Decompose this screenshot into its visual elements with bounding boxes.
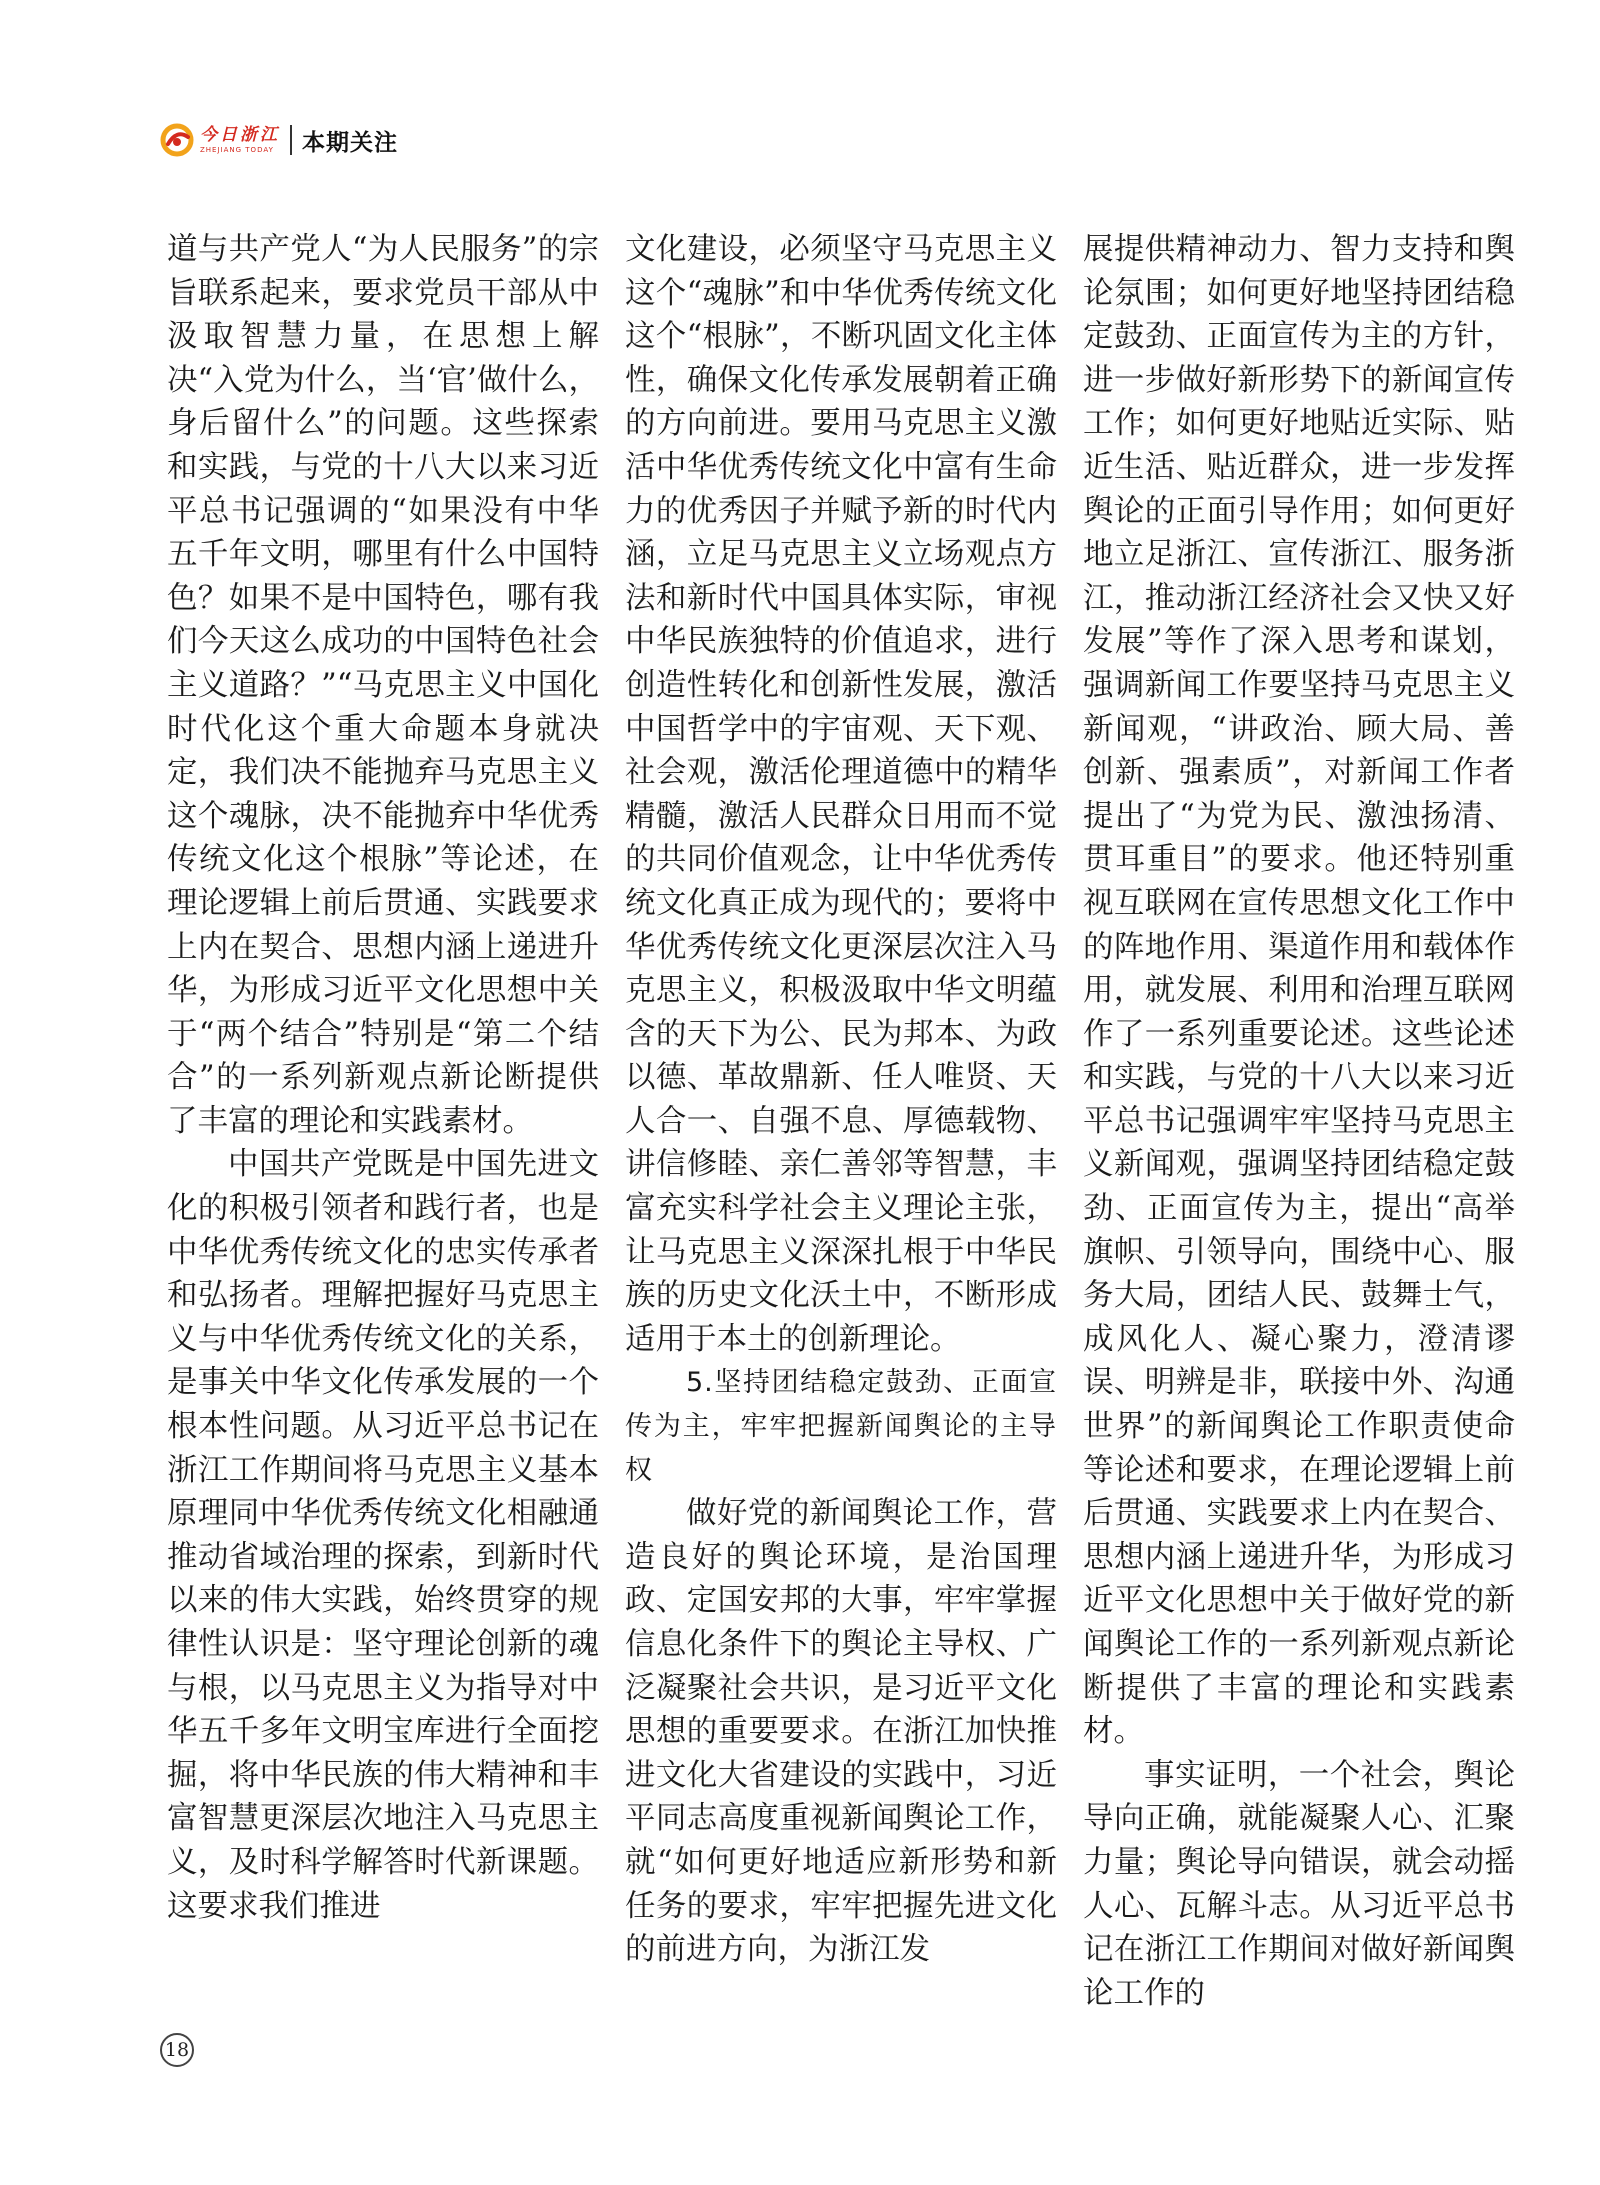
logo-swirl-icon bbox=[160, 123, 194, 157]
header-divider bbox=[290, 125, 292, 155]
section-title: 本期关注 bbox=[302, 129, 398, 156]
paragraph: 事实证明，一个社会，舆论导向正确，就能凝聚人心、汇聚力量；舆论导向错误，就会动摇人心、瓦解斗志。从习近平总书记在浙江工作期间对做好新闻舆论工作的 bbox=[1083, 1757, 1515, 2011]
paragraph: 道与共产党人“为人民服务”的宗旨联系起来，要求党员干部从中汲取智慧力量，在思想上解决“入党为什么，当‘官’做什么，身后留什么”的问题。这些探索和实践，与党的十八大以来习近平总书记强调的“如果没有中华五千年文明，哪里有什么中国特色？如果不是中国特色，哪有我们今天这么成功的中国特色社会主义道路？”“马克思主义中国化时代化这个重大命题本身就决定，我们决不能抛弃马克思主义这个魂脉，决不能抛弃中华优秀传统文化这个根脉”等论述，在理论逻辑上前后贯通、实践要求上内在契合、思想内涵上递进升华，为形成习近平文化思想中关于“两个结合”特别是“第二个结合”的一系列新观点新论断提供了丰富的理论和实践素材。 bbox=[167, 232, 599, 1139]
paragraph: 做好党的新闻舆论工作，营造良好的舆论环境，是治国理政、定国安邦的大事，牢牢掌握信息化条件下的舆论主导权、广泛凝聚社会共识，是习近平文化思想的重要要求。在浙江加快推进文化大省建设的实践中，习近平同志高度重视新闻舆论工作，就“如何更好地适应新形势和新任务的要求，牢牢把握先进文化的前进方向，为浙江发 bbox=[625, 1496, 1057, 1968]
page-number: 18 bbox=[160, 2033, 194, 2067]
page-header bbox=[160, 118, 398, 162]
logo-chinese-text: 今日浙江 bbox=[200, 124, 280, 145]
text-column-2 bbox=[625, 228, 1057, 1972]
paragraph: 展提供精神动力、智力支持和舆论氛围；如何更好地坚持团结稳定鼓劲、正面宣传为主的方针，进一步做好新形势下的新闻宣传工作；如何更好地贴近实际、贴近生活、贴近群众，进一步发挥舆论的正面引导作用；如何更好地立足浙江、宣传浙江、服务浙江，推动浙江经济社会又快又好发展”等作了深入思考和谋划，强调新闻工作要坚持马克思主义新闻观，“讲政治、顾大局、善创新、强素质”，对新闻工作者提出了“为党为民、激浊扬清、贯耳重目”的要求。他还特别重视互联网在宣传思想文化工作中的阵地作用、渠道作用和载体作用，就发展、利用和治理互联网作了一系列重要论述。这些论述和实践，与党的十八大以来习近平总书记强调牢牢坚持马克思主义新闻观，强调坚持团结稳定鼓劲、正面宣传为主，提出“高举旗帜、引领导向，围绕中心、服务大局，团结人民、鼓舞士气，成风化人、凝心聚力，澄清谬误、明辨是非，联接中外、沟通世界”的新闻舆论工作职责使命等论述和要求，在理论逻辑上前后贯通、实践要求上内在契合、思想内涵上递进升华，为形成习近平文化思想中关于做好党的新闻舆论工作的一系列新观点新论断提供了丰富的理论和实践素材。 bbox=[1083, 232, 1515, 1750]
magazine-logo bbox=[160, 123, 280, 157]
logo-english-text: ZHEJIANG TODAY bbox=[200, 145, 274, 154]
subheading: 5.坚持团结稳定鼓劲、正面宣传为主，牢牢把握新闻舆论的主导权 bbox=[625, 1367, 1057, 1486]
text-column-1 bbox=[167, 228, 599, 1928]
paragraph: 中国共产党既是中国先进文化的积极引领者和践行者，也是中华优秀传统文化的忠实传承者和弘扬者。理解把握好马克思主义与中华优秀传统文化的关系，是事关中华文化传承发展的一个根本性问题。从习近平总书记在浙江工作期间将马克思主义基本原理同中华优秀传统文化相融通推动省域治理的探索，到新时代以来的伟大实践，始终贯穿的规律性认识是：坚守理论创新的魂与根，以马克思主义为指导对中华五千多年文明宝库进行全面挖掘，将中华民族的伟大精神和丰富智慧更深层次地注入马克思主义，及时科学解答时代新课题。这要求我们推进 bbox=[167, 1147, 599, 1924]
paragraph: 文化建设，必须坚守马克思主义这个“魂脉”和中华优秀传统文化这个“根脉”，不断巩固文化主体性，确保文化传承发展朝着正确的方向前进。要用马克思主义激活中华优秀传统文化中富有生命力的优秀因子并赋予新的时代内涵，立足马克思主义立场观点方法和新时代中国具体实际，审视中华民族独特的价值追求，进行创造性转化和创新性发展，激活中国哲学中的宇宙观、天下观、社会观，激活伦理道德中的精华精髓，激活人民群众日用而不觉的共同价值观念，让中华优秀传统文化真正成为现代的；要将中华优秀传统文化更深层次注入马克思主义，积极汲取中华文明蕴含的天下为公、民为邦本、为政以德、革故鼎新、任人唯贤、天人合一、自强不息、厚德载物、讲信修睦、亲仁善邻等智慧，丰富充实科学社会主义理论主张，让马克思主义深深扎根于中华民族的历史文化沃土中，不断形成适用于本土的创新理论。 bbox=[625, 232, 1057, 1357]
text-column-3 bbox=[1083, 228, 1515, 2015]
